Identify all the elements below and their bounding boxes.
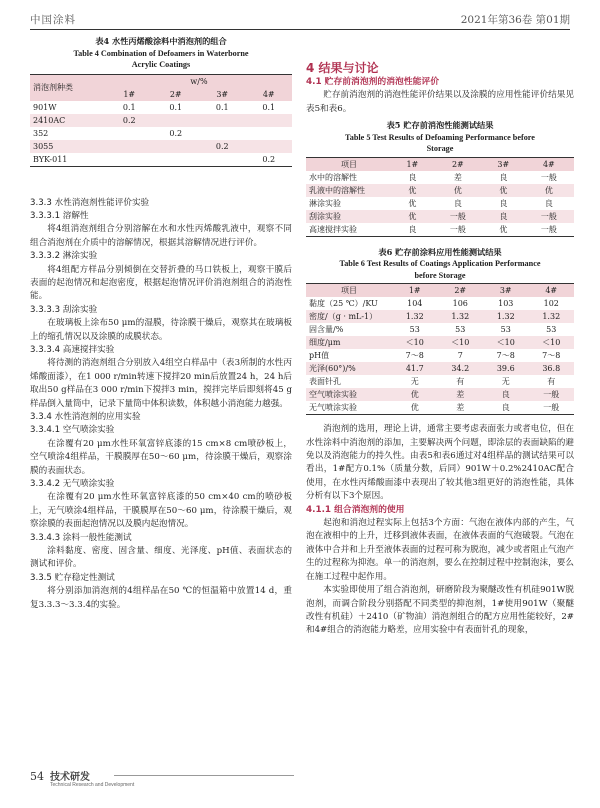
table5-cell: 刮涂实验 [306, 210, 392, 223]
table-row [30, 101, 292, 114]
table4-cell [199, 127, 246, 140]
table6-caption-en2: before Storage [414, 270, 466, 280]
table6-cell: 7 [457, 351, 463, 361]
table6-cell: 36.8 [529, 362, 575, 375]
table4-cell: 0.2 [199, 140, 246, 153]
table4-cell: 352 [33, 128, 49, 138]
table-row [306, 210, 574, 223]
table6-cell: 优 [392, 388, 438, 401]
table5-cell: 一般 [540, 224, 557, 234]
table6-cell: 53 [500, 325, 511, 335]
section-heading: 3.3.3.2 淋涂实验 [30, 251, 98, 262]
table5-cell: 一般 [540, 172, 557, 182]
table-row [30, 153, 292, 167]
table-row [306, 362, 574, 375]
table6-cell: 良 [501, 403, 510, 413]
table-row [306, 223, 574, 237]
table-row [30, 140, 292, 153]
table4-cell [153, 140, 200, 153]
footer-section-sub: Technical Research and Development [50, 782, 135, 788]
table6-cell: 34.2 [438, 362, 484, 375]
table6-cell: 103 [498, 299, 514, 309]
header-rule [30, 29, 570, 30]
table5-col: 3# [483, 157, 524, 171]
table-row [306, 297, 574, 310]
table6-cell: 表面针孔 [309, 377, 341, 387]
table-row [306, 310, 574, 323]
table6-cell: 53 [455, 325, 466, 335]
issue-info: 2021年第36卷 第01期 [460, 14, 570, 26]
table6-cell: 7～8 [542, 351, 561, 361]
table5-cell: 差 [453, 172, 462, 182]
table4-cell: BYK-011 [33, 154, 68, 164]
table4-cell [246, 114, 293, 127]
section-heading: 3.3.5 贮存稳定性测试 [30, 572, 115, 583]
table-row [306, 184, 574, 197]
table5-cell: 一般 [449, 224, 466, 234]
table6-cell: 光泽(60°)/% [306, 362, 392, 375]
table5-cell: 乳液中的溶解性 [306, 184, 392, 197]
table4-cell: 0.1 [169, 102, 183, 112]
table6-cell: ＜10 [438, 336, 484, 349]
table4-cell: 0.1 [215, 102, 229, 112]
paragraph: 将4组消泡剂组合分别溶解在水和水性丙烯酸乳液中，观察不同组合消泡剂在介质中的溶解情况，根据其溶解情况进行评价。 [30, 224, 292, 248]
table5-cell: 优 [483, 184, 524, 197]
table6-cell: 空气喷涂实验 [306, 388, 392, 401]
right-column [306, 36, 574, 638]
table4-cell [153, 114, 200, 127]
table6-cell: 1.32 [483, 310, 529, 323]
table4-cell: 0.2 [106, 114, 153, 127]
table6-cell: 差 [438, 388, 484, 401]
paragraph: 将4组配方样品分别倾倒在交替折叠的马口铁板上，观察干膜后表面的起泡情况和起泡密度，根据起泡情况评价消泡剂组合的消泡性能。 [30, 264, 292, 302]
table6-cell: 7～8 [496, 351, 515, 361]
paragraph: 将分别添加消泡剂的4组样品在50 ℃的恒温箱中放置14 d，重复3.3.3～3.3.4的实验。 [30, 586, 292, 610]
table5-cell: 淋涂实验 [309, 198, 341, 208]
table4-cell [199, 114, 246, 127]
table4-unit: w/% [106, 74, 292, 88]
table4-caption-en1: Table 4 Combination of Defoamers in Waterborne [73, 48, 249, 58]
table6-cell: 细度/μm [306, 336, 392, 349]
table6-cell: 1.32 [438, 310, 484, 323]
paragraph: 消泡剂的选用，理论上讲，通常主要考虑表面张力或者电位，但在水性涂料中消泡剂的添加，主要解决两个问题，即涂层的表面缺陷的避免以及消泡能力的持久性。由表5和表6通过对4组样品的测试结果可以看出，1#配方0.1%（质量分数，后同）901W＋0.2%2410AC配合使用，在水性丙烯酸面漆中表现出了较其他3组更好的消泡性能，具体分析有以下3个原因。 [306, 424, 574, 502]
table-row [306, 171, 574, 184]
section-heading: 3.3.3.4 高速搅拌实验 [30, 344, 115, 355]
table6-col: 2# [438, 284, 484, 298]
table4 [30, 74, 292, 167]
table-row [306, 388, 574, 401]
table5-caption-cn: 表5 贮存前消泡性能测试结果 [386, 120, 494, 131]
table5 [306, 157, 574, 237]
table5-cell: 良 [483, 210, 524, 223]
paragraph: 在涂覆有20 μm水性环氧富锌底漆的15 cm×8 cm喷砂板上，空气喷涂4组样品，干膜膜厚在50～60 μm，待涂膜干燥后，观察涂膜的表面状态。 [30, 438, 292, 476]
table-row [306, 336, 574, 349]
table6-cell: 41.7 [392, 362, 438, 375]
table6-cell: 无气喷涂实验 [309, 403, 357, 413]
table5-cell: 优 [408, 198, 417, 208]
table4-cell: 0.1 [262, 102, 276, 112]
table4-cell [153, 153, 200, 167]
table6-cell: 一般 [543, 403, 560, 413]
table6-cell: 差 [456, 403, 465, 413]
subsection-title: 4.1.1 组合消泡剂的使用 [306, 504, 405, 515]
table4-cell [199, 153, 246, 167]
table6-cell: 有 [456, 377, 465, 387]
table6 [306, 283, 574, 415]
section-heading: 3.3.4.1 空气喷涂实验 [30, 425, 115, 436]
table4-caption [30, 36, 292, 71]
paragraph: 在玻璃板上涂布50 μm的湿膜，待涂膜干燥后，观察其在玻璃板上的缩孔情况以及涂膜的成膜状态。 [30, 318, 292, 342]
table5-cell: 优 [524, 184, 574, 197]
table6-head: 项目 [306, 284, 392, 298]
table4-cell: 3055 [30, 140, 106, 153]
table4-col: 1# [106, 88, 153, 101]
table-row [306, 349, 574, 362]
section-heading: 3.3.4.2 无气喷涂实验 [30, 479, 115, 490]
table6-cell: 53 [409, 325, 420, 335]
journal-name: 中国涂料 [30, 14, 76, 26]
table-row [306, 323, 574, 336]
table6-caption [306, 247, 574, 282]
table-row [306, 375, 574, 388]
table5-cell: 一般 [524, 210, 574, 223]
table4-cell: 901W [33, 102, 57, 112]
table5-cell: 良 [499, 172, 508, 182]
table6-cell: 黏度（25 ℃）/KU [309, 299, 378, 309]
table4-cell [106, 153, 153, 167]
table6-cell: 104 [407, 299, 423, 309]
table6-col: 3# [483, 284, 529, 298]
table6-col: 1# [392, 284, 438, 298]
table4-caption-en2: Acrylic Coatings [131, 60, 191, 69]
table4-row-head: 消泡剂种类 [30, 74, 106, 101]
table6-cell: 无 [501, 377, 510, 387]
section-heading: 3.3.4 水性消泡剂的应用实验 [30, 412, 141, 422]
footer-rule [114, 775, 294, 776]
paragraph: 在涂覆有20 μm水性环氧富锌底漆的50 cm×40 cm的喷砂板上，无气喷涂4组样品，干膜膜厚在50～60 μm，待涂膜干燥后，观察涂膜的表面起泡情况以及膜内起泡情况。 [30, 492, 292, 530]
table5-cell: 良 [544, 198, 553, 208]
section-heading: 3.3.3.1 溶解性 [30, 210, 89, 221]
paragraph: 本实验即使用了组合消泡剂，研磨阶段为聚醚改性有机硅901W脱泡剂，而调合阶段分别搭配不同类型的抑泡剂，1#使用901W（聚醚改性有机硅）＋2410（矿物油）消泡剂组合的配方应用性能较好，2#和4#组合的消泡能力略差，应用实验中有表面针孔的现象， [306, 585, 574, 636]
page-number: 54 [30, 770, 44, 783]
table5-cell: 良 [453, 198, 462, 208]
table6-cell: 密度/（g · mL-1） [306, 310, 392, 323]
table4-cell [106, 127, 153, 140]
table6-cell: 1.32 [392, 310, 438, 323]
table6-caption-cn: 表6 贮存前涂料应用性能测试结果 [378, 246, 502, 257]
table4-cell: 0.2 [169, 128, 183, 138]
table5-cell: 优 [499, 224, 508, 234]
left-column [30, 36, 292, 612]
table4-cell [246, 127, 293, 140]
table4-col: 3# [199, 88, 246, 101]
table6-cell: 106 [452, 299, 468, 309]
table-row [30, 127, 292, 140]
table5-head: 项目 [306, 157, 392, 171]
table5-cell: 高速搅拌实验 [309, 224, 357, 234]
table4-col: 4# [246, 88, 293, 101]
table5-col: 2# [433, 157, 483, 171]
section-heading: 3.3.3.3 刮涂实验 [30, 304, 98, 315]
table4-cell: 0.1 [122, 102, 136, 112]
paragraph: 贮存前消泡剂的消泡性能评价结果以及涂膜的应用性能评价结果见表5和表6。 [306, 90, 574, 114]
table5-cell: 良 [408, 224, 417, 234]
table4-cell [246, 140, 293, 153]
table5-cell: 良 [408, 172, 417, 182]
table6-cell: 7～8 [405, 351, 424, 361]
table5-cell: 良 [499, 198, 508, 208]
table6-cell: 一般 [529, 388, 575, 401]
table5-cell: 一般 [433, 210, 483, 223]
table6-col: 4# [529, 284, 575, 298]
table6-cell: 优 [410, 403, 419, 413]
table6-cell: 良 [483, 388, 529, 401]
table4-cell [106, 140, 153, 153]
table6-cell: pH值 [309, 351, 330, 361]
page-header [30, 12, 570, 30]
table5-cell: 优 [392, 210, 433, 223]
section-heading: 3.3.4.3 涂料一般性能测试 [30, 532, 132, 543]
subsection-title: 4.1 贮存前消泡剂的消泡性能评价 [306, 77, 440, 87]
table6-cell: ＜10 [529, 336, 575, 349]
table6-cell: ＜10 [392, 336, 438, 349]
table5-caption-en1: Table 5 Test Results of Defoaming Performance before [345, 132, 535, 142]
paragraph: 起泡和消泡过程实际上包括3个方面：气泡在液体内部的产生，气泡在液相中的上升，迁移到液体表面，在液体表面的气泡破裂。气泡在液体中合并和上升至液体表面的过程可称为脱泡，减少或者阻止气泡产生的过程称为抑泡。单一的消泡剂，要么在控制过程中控制泡沫，要么在施工过程中起作用。 [306, 518, 574, 582]
table6-cell: 39.6 [483, 362, 529, 375]
table6-cell: ＜10 [483, 336, 529, 349]
footer-section-label: 技术研发 [50, 772, 90, 783]
table6-cell: 有 [547, 377, 556, 387]
table5-caption [306, 120, 574, 155]
table6-cell: 无 [410, 377, 419, 387]
table4-cell: 0.2 [262, 154, 276, 164]
table6-cell: 102 [543, 299, 559, 309]
table6-cell: 1.32 [529, 310, 575, 323]
table6-cell: 53 [546, 325, 557, 335]
paragraph: 将待测的消泡剂组合分别放入4组空白样品中（表3所制的水性丙烯酸面漆），在1 000 r/min转速下搅拌20 min后放置24 h，24 h后取出50 g样品在3 000 r/min下搅拌3 min，搅拌完毕后即刻将45 g样品倒入量筒中，记录下量筒中体积读数，体积越小消泡能力越强。 [30, 358, 292, 409]
section-heading: 3.3.3 水性消泡剂性能评价实验 [30, 197, 150, 208]
table5-col: 1# [392, 157, 433, 171]
table-row [30, 114, 292, 127]
table4-cell: 2410AC [30, 114, 106, 127]
table6-cell: 固含量/% [309, 325, 344, 335]
table4-caption-cn: 表4 水性丙烯酸涂料中消泡剂的组合 [95, 36, 227, 46]
table5-cell: 优 [392, 184, 433, 197]
table5-col: 4# [524, 157, 574, 171]
table5-cell: 水中的溶解性 [309, 172, 357, 182]
table6-caption-en1: Table 6 Test Results of Coatings Application Performance [339, 259, 541, 269]
table-row [306, 401, 574, 415]
table-row [306, 197, 574, 210]
table5-cell: 优 [433, 184, 483, 197]
table4-col: 2# [153, 88, 200, 101]
table5-caption-en2: Storage [426, 144, 454, 154]
section-title: 4 结果与讨论 [306, 61, 379, 75]
paragraph: 涂料黏度、密度、固含量、细度、光泽度、pH值、表面状态的测试和评价。 [30, 546, 292, 570]
